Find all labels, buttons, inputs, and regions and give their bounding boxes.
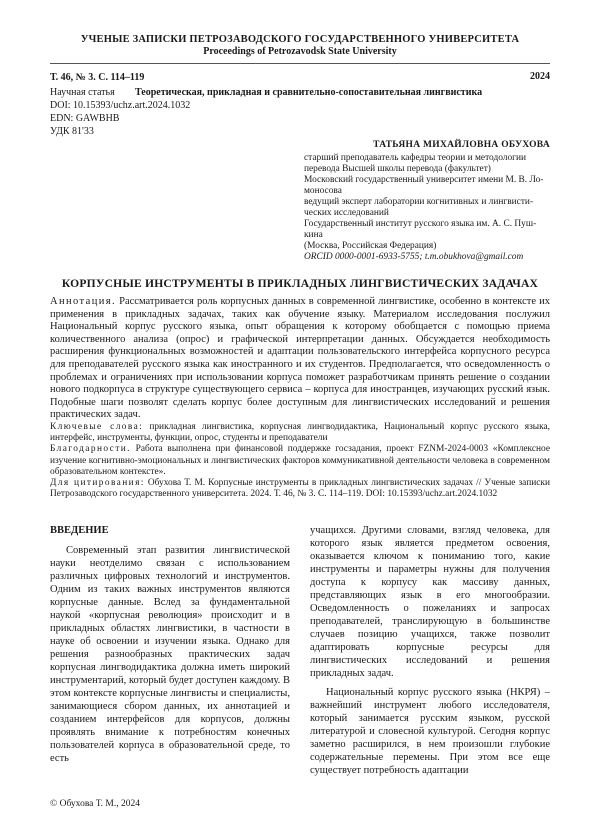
keywords-text: прикладная лингвистика, корпусная лингводидактика, Национальный корпус русского языка, интерфейс, инструменты, функции, опрос, студенты и преподаватели [50,421,551,444]
udc: УДК 81'33 [50,126,94,137]
author-name: ТАТЬЯНА МИХАЙЛОВНА ОБУХОВА [373,140,550,150]
author-affiliation [304,153,550,263]
abstract-label: Аннотация. [50,296,117,307]
author-orcid[interactable]: ORCID 0000-0001-6933-5755; t.m.obukhova@gmail.com [304,252,524,262]
intro-paragraph-1: Современный этап развития лингвистической науки неотделимо связан с использованием различных цифровых технологий и инструментов. Одним из таких важных инструментов являются корпусные данные. Вслед за фундаментальной наукой «корпусная революция» происходит и в прикладных областях лингвистики, в частности в науке об освоении и изучении языка. Однако для решения разнообразных практических задач корпусная лингводидактика должна иметь широкий инструментарий, который будет доступен каждому. В этом контексте корпусные лингвисты и специалисты, занимающиеся сбором данных, их аннотацией и созданием интерфейсов для корпусов, должны проявлять внимание к потребностям конечных пользователей корпуса в образовательной среде, то есть [50,545,290,764]
abstract [50,296,550,422]
article-title: КОРПУСНЫЕ ИНСТРУМЕНТЫ В ПРИКЛАДНЫХ ЛИНГВИСТИЧЕСКИХ ЗАДАЧАХ [61,277,539,290]
keywords [50,422,550,444]
abstract-block [50,296,550,500]
copyright: © Обухова Т. М., 2024 [50,799,140,809]
journal-title-en: Proceedings of Petrozavodsk State University [203,46,397,57]
right-column [310,524,550,783]
affiliation-line: кина [304,230,323,240]
rubric: Теоретическая, прикладная и сравнительно-сопоставительная лингвистика [135,87,483,98]
section-heading: ВВЕДЕНИЕ [50,525,109,536]
edn: EDN: GAWBHB [50,113,120,124]
affiliation-line: Московский государственный университет имени М. В. Ло- [304,175,544,185]
keywords-label: Ключевые слова: [50,421,144,432]
acknowledgments [50,444,550,478]
citation [50,478,550,500]
intro-paragraph-3: Национальный корпус русского языка (НКРЯ) – важнейший инструмент любого исследователя, который занимается русским языком, русской литературой и словесной культурой. Сегодня корпус заметно расширился, в нем произошли глубокие содержательные перемены. При этом все еще существует потребность адаптации [310,687,550,776]
acknowledgments-text: Работа выполнена при финансовой поддержке госзадания, проект FZNM-2024-0003 «Комплексное изучение когнитивно-эмоциональных и лингвистических факторов коммуникативной деятельности человека в современном образовательном контексте». [50,444,550,477]
publication-year: 2024 [530,71,550,82]
intro-paragraph-2: учащихся. Другими словами, взгляд человека, для которого язык является предметом освоения, оказывается ключом к пониманию того, какие инструменты и параметры нужны для получения доступа к корпусу как массиву данных, представляющих язык в его многообразии. Осведомленность о пожеланиях и запросах преподавателей, транслирующую в большинстве случаев позицию учащихся, также позволит адаптировать корпусные ресурсы для лингвистических исследований и решения прикладных задач. [310,525,550,679]
affiliation-line: Государственный институт русского языка им. А. С. Пуш- [304,219,537,229]
affiliation-line: ческих исследований [304,208,389,218]
volume-info: Т. 46, № 3. С. 114–119 [50,72,145,83]
doi[interactable]: DOI: 10.15393/uchz.art.2024.1032 [50,100,191,111]
acknowledgments-label: Благодарности. [50,444,131,455]
citation-text: Обухова Т. М. Корпусные инструменты в прикладных лингвистических задачах // Ученые записки Петрозаводского государственного университета. 2024. Т. 46, № 3. С. 114–119. DOI: 10.15393/uchz.art.2024.1032 [50,477,550,500]
affiliation-line: перевода Высшей школы перевода (факультет) [304,164,491,174]
affiliation-line: (Москва, Российская Федерация) [304,241,437,251]
abstract-text: Рассматривается роль корпусных данных в современной лингвистике, особенно в контексте их применения в прикладных задачах, таких как обучение языку. Материалом исследования послужил Национальный корпус русского языка, опыт обращения к которому обобщается с помощью приема количественного анализа (опрос) и графической интерпретации данных. Обсуждается необходимость расширения функциональных возможностей и адаптации пользовательского интерфейса корпусного ресурса для преподавателей русского языка как иностранного и их студентов. Предполагается, что осведомленность о проблемах и ограничениях при использовании корпуса поможет разработчикам принять решение о создании нового подкорпуса в структуре существующего сервиса – корпуса для иностранцев, изучающих русский язык. Подобные шаги позволят сделать корпус более доступным для лингвистических исследований и решения практических задач. [50,296,551,421]
citation-label: Для цитирования: [50,477,145,488]
header-rule [50,63,550,64]
journal-title: УЧЕНЫЕ ЗАПИСКИ ПЕТРОЗАВОДСКОГО ГОСУДАРСТВЕННОГО УНИВЕРСИТЕТА [80,34,520,45]
affiliation-line: моносова [304,186,342,196]
affiliation-line: старший преподаватель кафедры теории и методологии [304,153,527,163]
affiliation-line: ведущий эксперт лаборатории когнитивных и лингвисти- [304,197,534,207]
left-column [50,524,290,771]
article-type: Научная статья [50,87,115,98]
